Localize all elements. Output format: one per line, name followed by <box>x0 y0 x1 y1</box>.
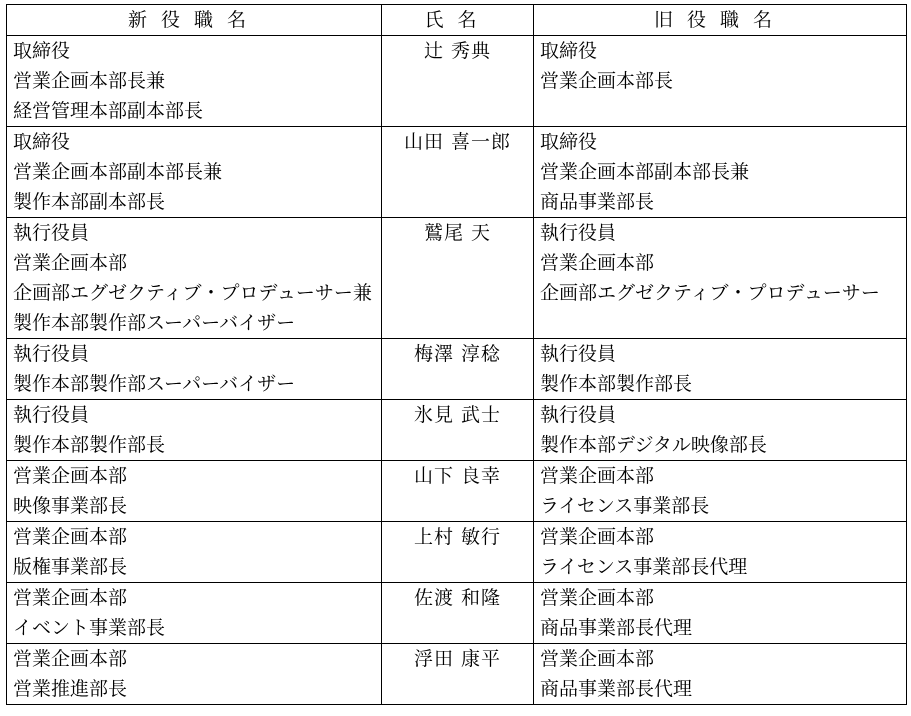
new-title-line: 営業推進部長 <box>13 678 128 700</box>
old-title-line: ライセンス事業部長 <box>540 495 710 517</box>
old-title-line: 商品事業部長代理 <box>540 678 693 700</box>
header-row <box>7 5 907 36</box>
person-name: 辻 秀典 <box>382 36 534 127</box>
table-header <box>7 5 907 36</box>
new-title-line: 営業企画本部 <box>13 648 128 670</box>
new-title-cell <box>7 218 382 339</box>
header-old-title: 旧役職名 <box>534 5 907 36</box>
new-title-line: 執行役員 <box>13 404 90 426</box>
old-title-cell <box>534 644 907 705</box>
new-title-line: 映像事業部長 <box>13 495 128 517</box>
new-title-line: 営業企画本部 <box>13 587 128 609</box>
old-title-line: 執行役員 <box>540 404 617 426</box>
old-title-cell <box>534 522 907 583</box>
table-row <box>7 522 907 583</box>
old-title-line: 取締役 <box>540 40 598 62</box>
new-title-cell <box>7 400 382 461</box>
new-title-line: 執行役員 <box>13 343 90 365</box>
new-title-line: 営業企画本部 <box>13 252 128 274</box>
old-title-cell <box>534 127 907 218</box>
new-title-line: 製作本部副本部長 <box>13 191 166 213</box>
old-title-cell <box>534 400 907 461</box>
new-title-line: 経営管理本部副本部長 <box>13 100 204 122</box>
personnel-table <box>6 4 907 705</box>
table-row <box>7 461 907 522</box>
new-title-cell <box>7 644 382 705</box>
old-title-line: 製作本部デジタル映像部長 <box>540 434 767 456</box>
new-title-line: 製作本部製作部スーパーバイザー <box>13 373 296 395</box>
old-title-line: 商品事業部長 <box>540 191 655 213</box>
table-row <box>7 644 907 705</box>
person-name: 上村 敏行 <box>382 522 534 583</box>
person-name: 山田 喜一郎 <box>382 127 534 218</box>
new-title-cell <box>7 583 382 644</box>
old-title-line: 営業企画本部 <box>540 465 655 487</box>
new-title-line: 製作本部製作部長 <box>13 434 166 456</box>
person-name: 佐渡 和隆 <box>382 583 534 644</box>
new-title-line: 営業企画本部 <box>13 526 128 548</box>
old-title-line: 営業企画本部長 <box>540 70 674 92</box>
old-title-line: 営業企画本部 <box>540 526 655 548</box>
new-title-cell <box>7 127 382 218</box>
old-title-line: 営業企画本部 <box>540 648 655 670</box>
person-name: 梅澤 淳稔 <box>382 339 534 400</box>
old-title-line: 営業企画本部 <box>540 252 655 274</box>
table-row <box>7 400 907 461</box>
person-name: 山下 良幸 <box>382 461 534 522</box>
new-title-line: 営業企画本部副本部長兼 <box>13 161 223 183</box>
old-title-cell <box>534 339 907 400</box>
new-title-line: 取締役 <box>13 131 71 153</box>
new-title-line: 企画部エグゼクティブ・プロデューサー兼 <box>13 282 372 304</box>
old-title-cell <box>534 583 907 644</box>
old-title-line: 企画部エグゼクティブ・プロデューサー <box>540 282 880 304</box>
header-name: 氏名 <box>382 5 534 36</box>
old-title-line: 製作本部製作部長 <box>540 373 693 395</box>
old-title-line: 執行役員 <box>540 343 617 365</box>
new-title-line: 製作本部製作部スーパーバイザー <box>13 312 296 334</box>
old-title-line: ライセンス事業部長代理 <box>540 556 748 578</box>
table-body <box>7 36 907 705</box>
table-row <box>7 583 907 644</box>
table-row <box>7 127 907 218</box>
old-title-line: 営業企画本部 <box>540 587 655 609</box>
table-row <box>7 36 907 127</box>
new-title-line: 版権事業部長 <box>13 556 128 578</box>
table-row <box>7 339 907 400</box>
old-title-line: 執行役員 <box>540 222 617 244</box>
new-title-line: 取締役 <box>13 40 71 62</box>
person-name: 鷲尾 天 <box>382 218 534 339</box>
old-title-cell <box>534 218 907 339</box>
new-title-cell <box>7 461 382 522</box>
new-title-cell <box>7 36 382 127</box>
old-title-line: 営業企画本部副本部長兼 <box>540 161 750 183</box>
new-title-cell <box>7 522 382 583</box>
new-title-line: イベント事業部長 <box>13 617 166 639</box>
new-title-line: 営業企画本部長兼 <box>13 70 166 92</box>
new-title-line: 営業企画本部 <box>13 465 128 487</box>
old-title-line: 商品事業部長代理 <box>540 617 693 639</box>
table-row <box>7 218 907 339</box>
old-title-line: 取締役 <box>540 131 598 153</box>
person-name: 氷見 武士 <box>382 400 534 461</box>
new-title-cell <box>7 339 382 400</box>
old-title-cell <box>534 461 907 522</box>
new-title-line: 執行役員 <box>13 222 90 244</box>
old-title-cell <box>534 36 907 127</box>
header-new-title: 新役職名 <box>7 5 382 36</box>
person-name: 浮田 康平 <box>382 644 534 705</box>
